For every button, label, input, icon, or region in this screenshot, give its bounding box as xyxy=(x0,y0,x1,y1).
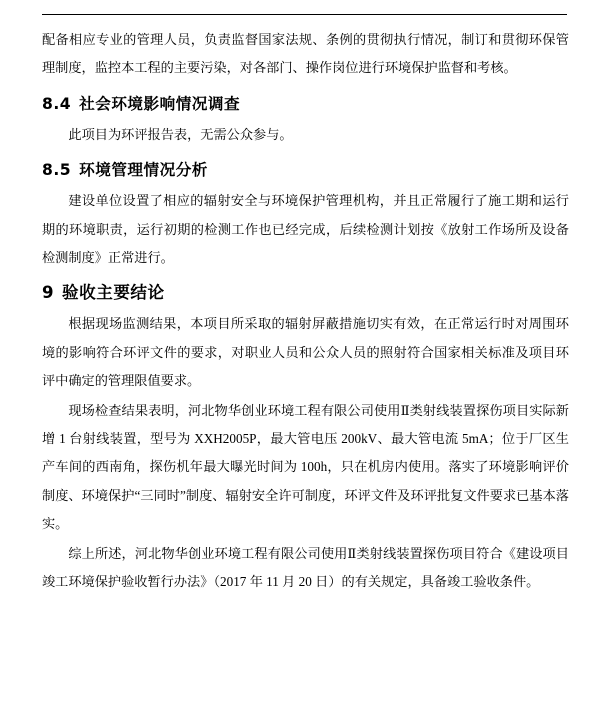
paragraph-block xyxy=(42,121,569,149)
section-number: 9 xyxy=(42,283,55,303)
document-body xyxy=(42,26,569,598)
section-heading-8-4 xyxy=(42,89,569,119)
paragraph: 根据现场监测结果，本项目所采取的辐射屏蔽措施切实有效，在正常运行时对周围环境的影响符合环评文件的要求，对职业人员和公众人员的照射符合国家相关标准及项目环评中确定的管理限值要求。 xyxy=(42,316,569,389)
section-heading-8-5 xyxy=(42,155,569,185)
paragraph-block xyxy=(42,26,569,83)
section-heading-9 xyxy=(42,278,569,308)
paragraph-block xyxy=(42,310,569,395)
paragraph: 建设单位设置了相应的辐射安全与环境保护管理机构，并且正常履行了施工期和运行期的环境职责，运行初期的检测工作也已经完成，后续检测计划按《放射工作场所及设备检测制度》正常进行。 xyxy=(42,193,569,266)
paragraph: 现场检查结果表明，河北物华创业环境工程有限公司使用Ⅱ类射线装置探伤项目实际新增 1 台射线装置，型号为 XXH2005P，最大管电压 200kV、最大管电流 5mA；位于厂区生产车间的西南角，探伤机年最大曝光时间为 100h，只在机房内使用。落实了环境影响评价制度、环境保护“三同时”制度、辐射安全许可制度，环评文件及环评批复文件要求已基本落实。 xyxy=(42,402,569,532)
section-title: 社会环境影响情况调查 xyxy=(79,94,241,113)
paragraph-block xyxy=(42,397,569,539)
paragraph: 配备相应专业的管理人员，负责监督国家法规、条例的贯彻执行情况，制订和贯彻环保管理制度，监控本工程的主要污染，对各部门、操作岗位进行环境保护监督和考核。 xyxy=(42,32,569,76)
section-title: 环境管理情况分析 xyxy=(79,161,208,180)
section-title: 验收主要结论 xyxy=(62,283,165,303)
section-number: 8.4 xyxy=(42,94,72,113)
page-top-rule xyxy=(42,14,567,15)
paragraph: 综上所述，河北物华创业环境工程有限公司使用Ⅱ类射线装置探伤项目符合《建设项目竣工环境保护验收暂行办法》（2017 年 11 月 20 日）的有关规定，具备竣工验收条件。 xyxy=(42,545,569,590)
paragraph-block xyxy=(42,540,569,597)
paragraph: 此项目为环评报告表，无需公众参与。 xyxy=(68,126,293,142)
paragraph-block xyxy=(42,187,569,272)
section-number: 8.5 xyxy=(42,161,72,180)
